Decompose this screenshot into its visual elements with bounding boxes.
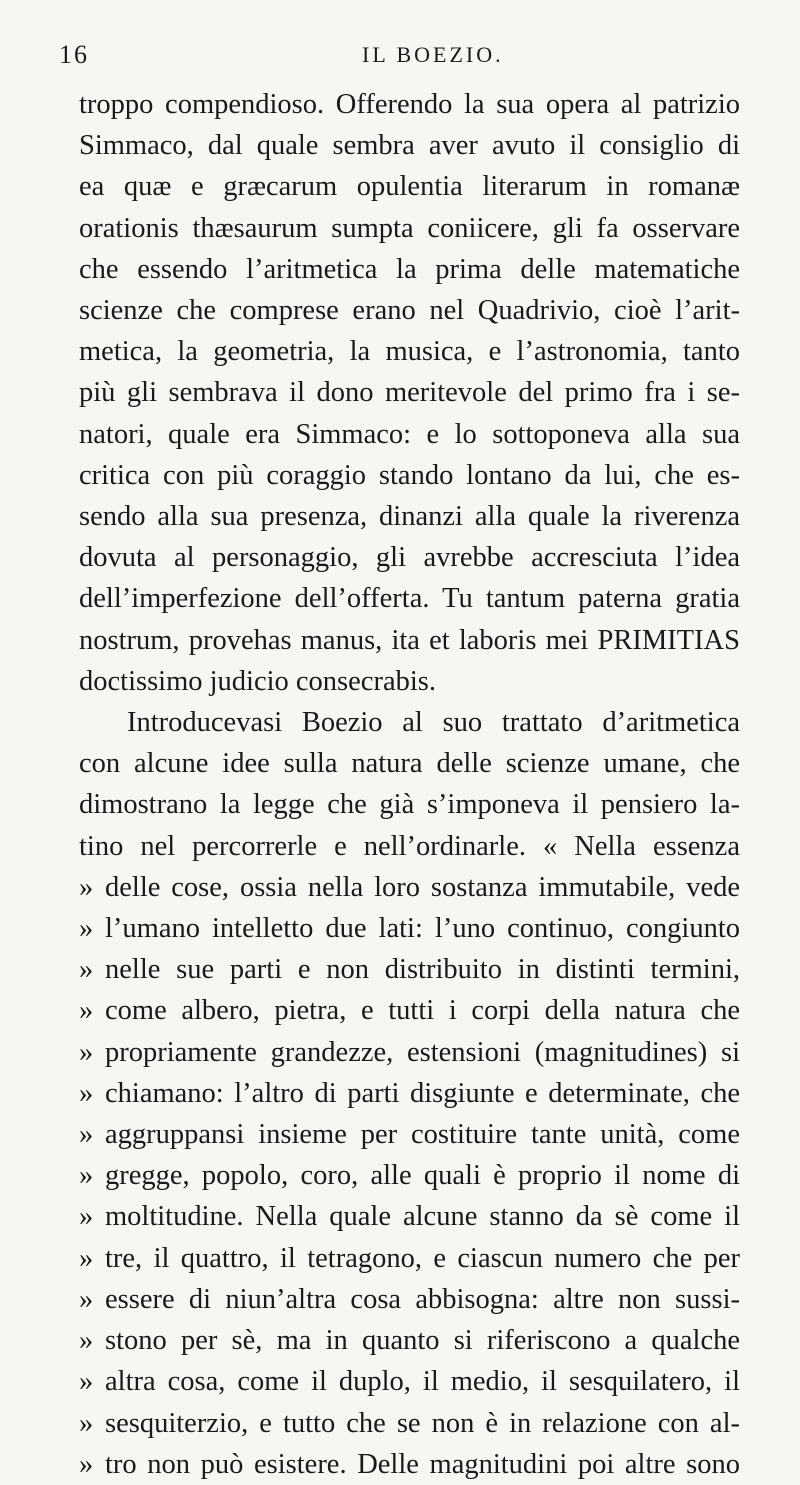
body-text (79, 84, 740, 1485)
text-line: gregge, popolo, coro, alle quali è proprio il nome di (105, 1160, 740, 1192)
text-line: critica con più coraggio stando lontano da lui, che es- (79, 459, 740, 491)
quoted-line (79, 1361, 740, 1402)
quoted-line (79, 1114, 740, 1155)
text-line: dell’imperfezione dell’offerta. Tu tantum paterna gratia (79, 583, 740, 615)
text-line: sendo alla sua presenza, dinanzi alla quale la riverenza (79, 501, 740, 533)
quote-mark: » (79, 1448, 94, 1480)
text-line: ea quæ e græcarum opulentia literarum in romanæ (79, 171, 740, 203)
quote-mark: » (79, 995, 94, 1027)
quoted-line (79, 1279, 740, 1320)
text-line: dovuta al personaggio, gli avrebbe accresciuta l’idea (79, 542, 740, 574)
quote-mark: » (79, 1201, 94, 1233)
text-line: stono per sè, ma in quanto si riferiscono a qualche (105, 1325, 740, 1357)
quoted-line (79, 867, 740, 908)
quoted-line (79, 1444, 740, 1485)
text-line: propriamente grandezze, estensioni (magnitudines) si (105, 1036, 740, 1068)
text-line: troppo compendioso. Offerendo la sua opera al patrizio (79, 89, 740, 120)
quoted-line (79, 1196, 740, 1237)
quote-mark: » (79, 1036, 94, 1068)
quoted-line (79, 908, 740, 949)
quoted-line (79, 949, 740, 990)
text-line: l’umano intelletto due lati: l’uno continuo, congiunto (105, 913, 740, 945)
quote-mark: » (79, 1407, 94, 1439)
quoted-line (79, 1403, 740, 1444)
text-line: tre, il quattro, il tetragono, e ciascun numero che per (105, 1242, 740, 1274)
text-line: delle cose, ossia nella loro sostanza immutabile, vede (105, 871, 740, 903)
text-line: Simmaco, dal quale sembra aver avuto il consiglio di (79, 130, 740, 162)
text-line: chiamano: l’altro di parti disgiunte e determinate, che (105, 1077, 740, 1109)
running-head (59, 38, 740, 78)
quote-mark: » (79, 871, 94, 903)
quote-mark: » (79, 1119, 94, 1151)
text-line: nelle sue parti e non distribuito in distinti termini, (105, 954, 740, 986)
quoted-line (79, 1320, 740, 1361)
text-line: Introducevasi Boezio al suo trattato d’aritmetica (127, 707, 740, 739)
text-line: natori, quale era Simmaco: e lo sottoponeva alla sua (79, 418, 740, 450)
text-line: più gli sembrava il dono meritevole del primo fra i se- (79, 377, 740, 409)
text-line: doctissimo judicio consecrabis. (79, 665, 436, 697)
quote-mark: » (79, 1325, 94, 1357)
text-line: sesquiterzio, e tutto che se non è in relazione con al- (105, 1407, 740, 1439)
quoted-line (79, 1238, 740, 1279)
text-line: tro non può esistere. Delle magnitudini poi altre sono (105, 1448, 740, 1480)
text-line: nostrum, provehas manus, ita et laboris mei PRIMITIAS (79, 624, 740, 656)
text-line: con alcune idee sulla natura delle scienze umane, che (79, 748, 740, 780)
quoted-line (79, 990, 740, 1031)
text-line: come albero, pietra, e tutti i corpi della natura che (105, 995, 740, 1027)
text-line: essere di niun’altra cosa abbisogna: altre non sussi- (105, 1283, 740, 1315)
page-number: 16 (59, 40, 89, 69)
text-line: altra cosa, come il duplo, il medio, il sesquilatero, il (105, 1366, 740, 1398)
text-line: dimostrano la legge che già s’imponeva il pensiero la- (79, 789, 740, 821)
quote-mark: » (79, 1160, 94, 1192)
header-title: IL BOEZIO. (362, 42, 504, 67)
quoted-line (79, 1155, 740, 1196)
text-line: moltitudine. Nella quale alcune stanno da sè come il (105, 1201, 740, 1233)
quote-mark: » (79, 1077, 94, 1109)
quote-mark: » (79, 1366, 94, 1398)
quote-mark: » (79, 954, 94, 986)
quoted-line (79, 1073, 740, 1114)
book-page (0, 38, 800, 1480)
quote-mark: » (79, 1242, 94, 1274)
quoted-line (79, 1032, 740, 1073)
text-line: tino nel percorrerle e nell’ordinarle. « Nella essenza (79, 830, 740, 862)
text-line: metica, la geometria, la musica, e l’astronomia, tanto (79, 336, 740, 368)
text-line: orationis thæsaurum sumpta coniicere, gli fa osservare (79, 212, 740, 244)
text-line: aggruppansi insieme per costituire tante unità, come (105, 1119, 740, 1151)
text-line: che essendo l’aritmetica la prima delle matematiche (79, 253, 740, 285)
text-line: scienze che comprese erano nel Quadrivio, cioè l’arit- (79, 295, 740, 327)
quote-mark: » (79, 1283, 94, 1315)
quote-mark: » (79, 913, 94, 945)
